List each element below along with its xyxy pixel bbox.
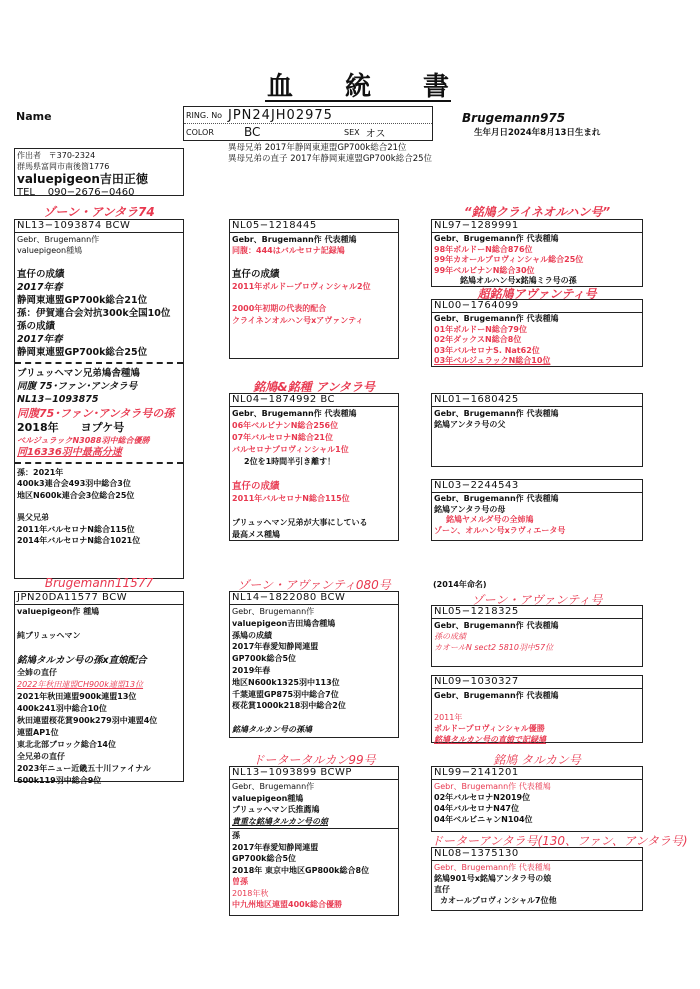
ds-ring: NL14−1822080 BCW bbox=[230, 592, 398, 605]
ddd-ring: NL08−1375130 bbox=[432, 848, 642, 861]
card-line: 地区N600k1325羽中113位 bbox=[232, 677, 340, 687]
color-sex-row bbox=[184, 124, 432, 140]
card-line: 孫の成績 bbox=[17, 320, 56, 332]
card-line: 孫鳩の成績 bbox=[232, 630, 272, 640]
card-line: Gebr、Brugemann作 bbox=[17, 235, 100, 244]
card-line: 銘鳩オルハン号x銘鳩ミラ号の孫 bbox=[460, 276, 577, 285]
card-line: ブリュッヘマン兄弟が大事にしている bbox=[232, 518, 368, 527]
ssd-title: 超銘鳩アヴァンティ号 bbox=[477, 287, 597, 301]
breeder-box bbox=[14, 148, 184, 196]
card-line: Gebr、Brugemann作 代表種鳩 bbox=[434, 314, 559, 323]
dsd-card bbox=[431, 675, 643, 743]
dashed-divider bbox=[15, 362, 183, 364]
card-line: 400k3連合会493羽中総合3位 bbox=[17, 479, 131, 489]
dds-ring: NL99−2141201 bbox=[432, 767, 642, 780]
card-line: 孫：伊賀連合会対抗300k全国10位 bbox=[17, 307, 171, 319]
card-line: 99年ベルビナンN総合30位 bbox=[434, 265, 535, 275]
dss-ring: NL05−1218325 bbox=[432, 606, 642, 619]
card-line: 98年ボルドーN総合876位 bbox=[434, 244, 533, 254]
card-line: 銘鳩アンタラ号の父 bbox=[434, 420, 506, 429]
dds-card bbox=[431, 766, 643, 832]
card-line: 静岡東連盟GP700k総合21位 bbox=[17, 294, 148, 306]
dd-title: ドータータルカン99号 bbox=[252, 753, 376, 767]
card-line: 孫 bbox=[232, 831, 240, 840]
sire-dam-card bbox=[229, 393, 399, 541]
card-line: 04年バルセロナN47位 bbox=[434, 804, 519, 813]
card-line: 純ブリュッヘマン bbox=[17, 631, 81, 640]
dam-title: Brugemann11577 bbox=[44, 576, 154, 590]
card-line: カオールN sect2 5810羽中57位 bbox=[434, 643, 554, 652]
card-line: 銘鳩タルカン号の直娘で記録鳩 bbox=[434, 735, 546, 744]
ring-label: RING. No bbox=[186, 110, 223, 120]
tel-number: 090−2676−0460 bbox=[47, 187, 135, 198]
sire-ring: NL13−1093874 BCW bbox=[15, 220, 183, 233]
breeder-address: 群馬県富岡市南後箇1776 bbox=[17, 162, 110, 171]
card-line: 全姉の直仔 bbox=[17, 668, 57, 677]
card-line: 2017年春 bbox=[17, 333, 63, 345]
card-line: ボルドープロヴィンシャル優勝 bbox=[434, 724, 545, 733]
ring-info-box bbox=[183, 106, 433, 141]
card-line: 桜花賞1000k218羽中総合2位 bbox=[232, 701, 346, 711]
breeder-tel-row bbox=[17, 187, 181, 198]
dss-card bbox=[431, 605, 643, 667]
sex-value: オス bbox=[365, 128, 386, 140]
card-line: 2017年春愛知静岡連盟 bbox=[232, 842, 319, 852]
card-line: 2018年 東京中地区GP800k総合8位 bbox=[232, 865, 370, 875]
title-text: 血 統 書 bbox=[267, 72, 450, 102]
sibling-note: 異母兄弟 2017年静岡東連盟GP700k総合21位 bbox=[228, 143, 407, 153]
card-line: valuepigeon吉田鳩舎種鳩 bbox=[232, 618, 336, 628]
card-line: valuepigeon種鳩 bbox=[232, 793, 304, 803]
card-line: Gebr、Brugemann作 代表種鳩 bbox=[434, 621, 559, 630]
dd-ring: NL13−1093899 BCWP bbox=[230, 767, 398, 780]
card-line: 最高メス種鳩 bbox=[232, 530, 280, 539]
color-label: COLOR bbox=[186, 127, 214, 137]
card-line: 2011年バルセロナN総合115位 bbox=[17, 524, 135, 534]
card-line: 銘鳩アンタラ号の母 bbox=[434, 504, 506, 514]
card-line: 東北北部ブロック総合14位 bbox=[17, 740, 116, 749]
card-line: 千葉連盟GP875羽中総合7位 bbox=[232, 689, 339, 699]
sss-card bbox=[431, 219, 643, 287]
card-line: GP700k総合5位 bbox=[232, 854, 297, 863]
sibling-note: 異母兄弟の直子 2017年静岡東連盟GP700k総合25位 bbox=[228, 154, 433, 164]
breeder-name: valuepigeon吉田正徳 bbox=[17, 172, 148, 186]
card-line: Gebr、Brugemann作 代表種鳩 bbox=[434, 494, 559, 503]
sss-ring: NL97−1289991 bbox=[432, 220, 642, 233]
card-line: 銘鳩タルカン号の孫鳩 bbox=[232, 724, 312, 734]
card-line: 同腹：444はバルセロナ記録鳩 bbox=[232, 246, 345, 256]
card-line: 2018年秋 bbox=[232, 888, 269, 898]
card-line: 曽孫 bbox=[232, 877, 248, 886]
dashed-divider bbox=[15, 462, 183, 464]
card-line: 直仔の成績 bbox=[232, 481, 280, 492]
card-line: 貴重な銘鳩タルカン号の娘 bbox=[232, 816, 328, 826]
breeder-postal-row bbox=[17, 150, 181, 161]
card-line: 2017年春 bbox=[17, 281, 63, 293]
card-line: 2011年 bbox=[434, 713, 463, 722]
card-line: 同腹75･ファン･アンタラ号の孫 bbox=[17, 406, 175, 420]
card-line: NL13−1093875 bbox=[17, 393, 99, 405]
sd-title: 銘鳩&銘種 アンタラ号 bbox=[253, 380, 375, 394]
breeder-label: 作出者 bbox=[17, 151, 41, 160]
ddd-card bbox=[431, 847, 643, 911]
card-line: Gebr、Brugemann作 代表種鳩 bbox=[434, 863, 551, 872]
card-line: Gebr、Brugemann作 代表種鳩 bbox=[434, 409, 559, 418]
tel-label: TEL bbox=[17, 187, 35, 198]
sire-card bbox=[14, 219, 184, 579]
card-line: 銘鳩ヤメルダ号の全姉鳩 bbox=[446, 515, 534, 524]
card-line: 異父兄弟 bbox=[17, 513, 49, 523]
card-line: ゾーン、オルハン号xラヴィエータ号 bbox=[434, 525, 566, 535]
sds-ring: NL01−1680425 bbox=[432, 394, 642, 407]
card-line: Gebr、Brugemann作 bbox=[232, 782, 315, 791]
card-line: Gebr、Brugemann作 bbox=[232, 607, 315, 616]
card-line: 400k241羽中総合10位 bbox=[17, 704, 107, 713]
card-line: ブリュッヘマン氏推薦鳩 bbox=[232, 805, 320, 814]
card-line: 2022年秋田連盟CH900k連盟13位 bbox=[17, 680, 144, 689]
dam-sire-card bbox=[229, 591, 399, 738]
card-line: 600k119羽中総合9位 bbox=[17, 776, 102, 785]
card-line: valuepigeon作 種鳩 bbox=[17, 607, 100, 616]
sss-title: “銘鳩クライネオルハン号” bbox=[463, 205, 611, 219]
card-line: 静岡東連盟GP700k総合25位 bbox=[17, 346, 148, 358]
sire-sire-card bbox=[229, 219, 399, 359]
card-line: 02年バルセロナN2019位 bbox=[434, 793, 531, 802]
bird-name: Brugemann975 bbox=[462, 111, 566, 125]
card-line: 03年バルセロナS. Nat62位 bbox=[434, 345, 540, 355]
sire-title: ゾーン・アンタラ74 bbox=[43, 205, 155, 219]
card-line: 2位を1時間半引き離す！ bbox=[244, 457, 336, 466]
card-line: Gebr、Brugemann作 代表種鳩 bbox=[232, 235, 357, 244]
card-line: GP700k総合5位 bbox=[232, 654, 297, 664]
card-line: 2011年ボルドープロヴィンシャル2位 bbox=[232, 281, 371, 291]
card-line: 秋田連盟桜花賞900k279羽中連盟4位 bbox=[17, 716, 158, 725]
ring-row bbox=[184, 107, 432, 124]
card-line: 02年ダックスN総合8位 bbox=[434, 335, 522, 344]
sds-card bbox=[431, 393, 643, 467]
card-line: valuepigeon種鳩 bbox=[17, 246, 83, 256]
dam-ring: JPN20DA11577 BCW bbox=[15, 592, 183, 605]
dds-title: 銘鳩 タルカン号 bbox=[493, 753, 581, 767]
card-line: 中九州地区連盟400k総合優勝 bbox=[232, 900, 343, 909]
card-line: Gebr、Brugemann作 代表種鳩 bbox=[434, 234, 559, 243]
card-line: 孫：2021年 bbox=[17, 468, 64, 478]
card-line: 2023年ニュー近畿五十川ファイナル bbox=[17, 764, 151, 773]
breeder-postal: 〒370-2324 bbox=[48, 151, 96, 160]
card-line: 07年バルセロナN総合21位 bbox=[232, 433, 333, 442]
card-line: ベルジュラックN3088羽中総合優勝 bbox=[17, 435, 150, 445]
card-line: バルセロナプロヴィンシャル1位 bbox=[232, 445, 349, 454]
card-line: 直仔 bbox=[434, 885, 450, 894]
card-line: ブリュッヘマン兄弟鳩舎種鳩 bbox=[17, 367, 140, 379]
dsd-ring: NL09−1030327 bbox=[432, 676, 642, 689]
sex-label: SEX bbox=[344, 127, 360, 137]
card-line: 2018年 ヨプケ号 bbox=[17, 420, 125, 434]
dam-dam-card bbox=[229, 766, 399, 916]
ssd-card bbox=[431, 299, 643, 367]
card-line: 連盟AP1位 bbox=[17, 728, 59, 737]
card-line: 2019年春 bbox=[232, 665, 271, 675]
ring-number: JPN24JH02975 bbox=[228, 107, 333, 123]
card-line: Gebr、Brugemann作 代表種鳩 bbox=[434, 691, 559, 700]
sdd-ring: NL03−2244543 bbox=[432, 480, 642, 493]
card-line: 2000年初期の代表的配合 bbox=[232, 304, 327, 314]
card-line: Gebr、Brugemann作 代表種鳩 bbox=[232, 409, 357, 418]
name-label: Name bbox=[16, 110, 52, 123]
card-line: 直仔の成績 bbox=[17, 268, 65, 280]
card-line: 99年カオールプロヴィンシャル総合25位 bbox=[434, 255, 584, 264]
card-line: クライネンオルハン号xアヴァンティ bbox=[232, 315, 364, 325]
sdd-card bbox=[431, 479, 643, 541]
card-line: Gebr、Brugemann作 代表種鳩 bbox=[434, 782, 551, 791]
document-title bbox=[265, 72, 451, 102]
card-line: カオールプロヴィンシャル7位他 bbox=[440, 896, 557, 905]
card-line: 2011年バルセロナN総合115位 bbox=[232, 494, 350, 503]
card-line: 全兄弟の直仔 bbox=[17, 752, 65, 761]
color-value: BC bbox=[244, 125, 261, 139]
ssd-ring: NL00−1764099 bbox=[432, 300, 642, 313]
card-line: 銘鳩タルカン号の孫x直娘配合 bbox=[17, 655, 147, 666]
dss-title: ゾーン・アヴァンティ号 bbox=[471, 593, 603, 607]
card-line: 同腹 75･ファン･アンタラ号 bbox=[17, 380, 138, 392]
card-line: 地区N600k連合会3位総合25位 bbox=[17, 490, 135, 500]
card-line: 04年ベルビニャンN104位 bbox=[434, 815, 533, 824]
ddd-title: ドーターアンタラ号(130、ファン、アンタラ号) bbox=[431, 834, 688, 848]
birth-date: 生年月日2024年8月13日生まれ bbox=[474, 128, 601, 138]
ss-ring: NL05−1218445 bbox=[230, 220, 398, 233]
card-line: 03年ベルジュラックN総合10位 bbox=[434, 356, 551, 365]
card-line: 銘鳩901号x銘鳩アンタラ号の娘 bbox=[434, 874, 552, 883]
dam-card bbox=[14, 591, 184, 785]
card-line: 01年ボルドーN総合79位 bbox=[434, 324, 527, 334]
card-line: 直仔の成績 bbox=[232, 268, 280, 280]
card-line: 孫の成績 bbox=[434, 632, 466, 641]
sd-ring: NL04−1874992 BC bbox=[230, 394, 398, 407]
card-line: 2021年秋田連盟900k連盟13位 bbox=[17, 692, 137, 701]
card-line: 2014年バルセロナN総合1021位 bbox=[17, 535, 141, 545]
card-line: 同16336羽中最高分速 bbox=[17, 447, 122, 459]
card-line: 2017年春愛知静岡連盟 bbox=[232, 642, 319, 652]
naming-note: (2014年命名) bbox=[433, 580, 487, 589]
ds-title: ゾーン・アヴァンティ080号 bbox=[237, 578, 391, 592]
card-line: 06年ベルビナンN総合256位 bbox=[232, 421, 339, 430]
